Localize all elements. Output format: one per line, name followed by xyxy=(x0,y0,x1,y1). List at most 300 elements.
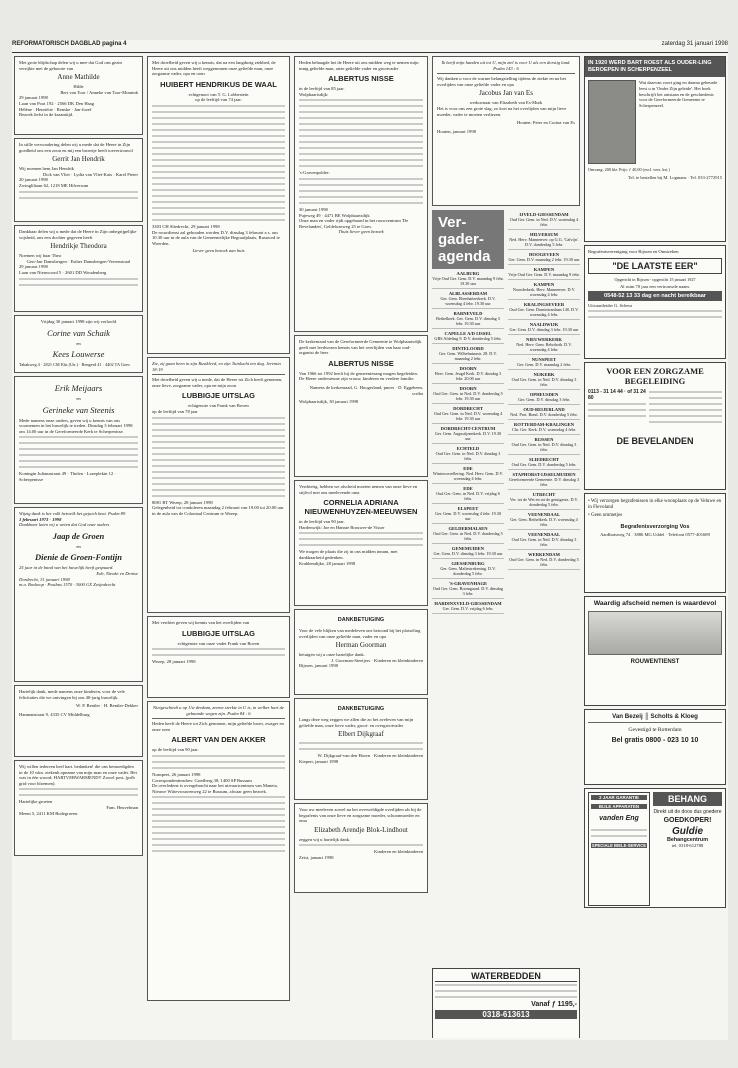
notice-signature: W. Dijkgraaf-van den Hoorn · Kinderen en kleinkinderen xyxy=(317,753,423,759)
agenda-place: KRALINGSEVEER xyxy=(523,302,565,307)
agenda-item xyxy=(508,435,580,455)
notice-name: Jacobus Jan van Es xyxy=(479,89,533,98)
notice-footer: Liever geen bezoek aan huis xyxy=(192,248,245,254)
agenda-text: Ger. Gem. D.V. vrijdag 6 febr. xyxy=(442,606,494,611)
notice-text: De rouwdienst zal gehouden worden D.V. dinsdag 3 februari a.s. om 10.30 uur in de aula van de Gemeentelijke Begraafplaats, Rustoord te Woerden. xyxy=(152,229,280,246)
engagement-notice xyxy=(14,315,143,373)
agenda-place: RIJSSEN xyxy=(534,437,554,442)
notice-address: Laan van Poot 192 · 2566 DK Den Haag xyxy=(19,100,95,106)
agenda-text: Chr. Ger. Kerk. D.V. woensdag 4 febr. xyxy=(512,427,576,432)
notice-date: 1 februari 1973 - 1998 xyxy=(19,516,62,522)
meeting-agenda xyxy=(432,210,580,970)
notice-address: Zwingliliaan 62, 1218 ME Hilversum xyxy=(19,182,89,188)
notice-text: Mede namens onze ouders, geven wij u kennis van ons voornemen in het huwelijk te treden. Dinsdag 3 februari 1998 om 14.00 uur in de Gereformeerde Kerk te Scherpenisse. xyxy=(19,417,133,434)
notice-sub: Wij noemen hem Jan Hendrik xyxy=(19,166,74,172)
notice-name: Elizabeth Arendje Blok-Lindhout xyxy=(314,825,408,834)
agenda-item xyxy=(432,329,504,344)
agenda-place: BARNEVELD xyxy=(453,311,483,316)
notice-verse: Ik heeft mijn handen uit tot U, mijn ziel is voor U als een dorstig land. Psalm 143 : 6 xyxy=(441,60,571,71)
agenda-text: Ned. Herv. Gem. Rehoboth. D.V. woensdag 4 febr. xyxy=(516,342,572,352)
ad-brand: vanden Eng xyxy=(599,815,639,822)
notice-age: op de leeftijd van 90 jaar. xyxy=(152,747,199,753)
agenda-item xyxy=(508,550,580,570)
header-left: REFORMATORISCH DAGBLAD pagina 4 xyxy=(12,41,127,47)
notice-greeting: Hartelijke groeten xyxy=(19,799,53,805)
notice-name: Elbert Dijkgraaf xyxy=(338,730,384,739)
column-4 xyxy=(432,56,580,1038)
funeral-ad-van-bezeij xyxy=(584,709,726,785)
agenda-item xyxy=(508,335,580,355)
agenda-place: CAPELLE A/D IJSSEL xyxy=(444,331,492,336)
agenda-item xyxy=(432,404,504,424)
agenda-text: Ger. Gem. Maliestrekening. D.V. donderdag 5 febr. xyxy=(440,566,496,576)
agenda-item xyxy=(508,370,580,390)
birth-notice-anne xyxy=(14,56,143,135)
ad-address: Aardbuisweg 74 · 3886 MG Uddel · Telefoon 0577-401689 xyxy=(600,531,710,537)
thanks-blok-lindhout xyxy=(294,803,428,893)
notice-text: Onze man en vader rijdt opgebaard in het rouwcentrum 'De Bevelanden', Geldelozeweg 25 te Goes. xyxy=(299,218,409,229)
agenda-text: Oud Ger. Gem. in Ned. D.V. vrijdag 6 febr. xyxy=(436,491,500,501)
agenda-list-left xyxy=(432,269,504,614)
ad-top: Begrafenisvereniging voor Rijssen en Omstreken xyxy=(588,249,679,254)
notice-name: CORNELIA ADRIANA NIEUWENHUYZEN-MEEUWSEN xyxy=(304,498,418,517)
notice-names: Fam. Heuvelman xyxy=(106,804,138,810)
agenda-text: Herv. Gem. Jeugd Kerk. D.V. dinsdag 3 febr. 20.00 uur xyxy=(434,371,502,381)
agenda-item xyxy=(432,544,504,559)
agenda-item xyxy=(432,464,504,484)
notice-sub: echtgenoot van T. G. Lobbestein xyxy=(188,91,249,97)
agenda-item xyxy=(432,484,504,504)
death-notice-nieuwenhuyzen xyxy=(294,480,428,606)
notice-intro: Met verdriet geven wij kennis van het overlijden van xyxy=(152,620,250,625)
agenda-place: DOORN xyxy=(459,386,477,391)
agenda-text: Vrije Oud Ger. Gem. D.V. maandag 9 febr. 19.30 uur xyxy=(432,276,504,286)
notice-date: Wezep, 28 januari 1998 xyxy=(152,659,196,665)
notice-children: Ede, Nienke en Denise xyxy=(96,570,138,576)
ad-text: Direkt uit de doos dus goedere xyxy=(653,809,722,815)
agenda-place: ALBLASSERDAM xyxy=(448,291,488,296)
notice-footer: Thuis liever geen bezoek xyxy=(338,229,384,235)
agenda-item xyxy=(432,344,504,364)
agenda-text: Vrije Oud Ger. Gem. D.V. maandag 9 febr. xyxy=(508,272,580,277)
notice-date: Krabbendijke, 28 januari 1998 xyxy=(299,560,356,566)
agenda-text: Ger. Gem. D.V. dinsdag 3 febr. xyxy=(518,397,570,402)
death-notice-nisse-family xyxy=(294,56,428,332)
notice-signature: Kinderen en kleinkinderen xyxy=(374,849,423,855)
agenda-item xyxy=(508,300,580,320)
agenda-text: Oud Ger. Gem. in Ned. D.V. donderdag 5 febr. xyxy=(509,557,579,567)
agenda-text: Ned. Herv. Mannenver. op G.G. 'Calvijn'. D.V. donderdag 5 febr. xyxy=(509,237,579,247)
notice-intro: Heden heeft de Heere tot Zich genomen, mijn geliefde broer, zwager en onze oom xyxy=(152,721,284,732)
ad-bullets xyxy=(588,499,722,520)
notice-verse: Wijzig dank is het volk hetwelk het gejuich kent. Psalm 89 xyxy=(19,511,126,516)
death-notice-de-waal xyxy=(147,56,290,354)
notice-address: Koningin Julianastraat 49 · Tholen · Lozeplekin 12 · Scherpenisse xyxy=(19,471,116,482)
agenda-text: Ned. Prot. Bond. D.V. donderdag 5 febr. xyxy=(510,412,578,417)
anniversary-notice xyxy=(14,507,143,682)
agenda-place: NIJKERK xyxy=(533,372,555,377)
agenda-place: UTRECHT xyxy=(532,492,556,497)
notice-name: HUIBERT HENDRIKUS DE WAAL xyxy=(160,79,277,89)
notice-address: Pujeweg 49 · 4471 BE Wolphaartsdijk xyxy=(299,212,370,218)
agenda-text: Oud Ger. Gem. in Ned. D.V. dinsdag 3 febr. xyxy=(511,377,577,387)
agenda-place: OPHEUSDEN xyxy=(529,392,559,397)
notice-name: Herman Goorman xyxy=(335,641,387,650)
notice-text: Het is voor ons een grote slag, zo kort na het overlijden van mijn lieve moeder, vader te moeten verliezen. xyxy=(437,105,567,117)
agenda-text: Ger. Gem. D.V. dinsdag 3 febr. 19.30 uur xyxy=(509,327,579,332)
ad-mid: BIJLE APPARATEN xyxy=(591,804,647,809)
agenda-text: Ger. Gem. Augustijnenkerk. D.V. 19.30 uur xyxy=(434,431,502,441)
ad-brand: Van Bezeij ║ Scholts & Kloeg xyxy=(612,713,698,720)
agenda-text: Ger. Gem. D.V. dinsdag 3 febr. 19.30 uur xyxy=(433,551,503,556)
notice-date: Houten, januari 1998 xyxy=(437,128,476,134)
agenda-place: NAALDWIJK xyxy=(529,322,559,327)
notice-name: LUBBIGJE UITSLAG xyxy=(182,628,255,638)
agenda-text: Oud Ger. Gem. in Ned. D.V. donderdag 5 febr. xyxy=(433,531,503,541)
ad-brand: Guldie xyxy=(671,826,704,837)
thanks-notice-bentler xyxy=(14,685,143,757)
notice-text: betuigen wij u onze hartelijke dank. xyxy=(299,652,365,658)
notice-intro: In stille verwondering delen wij u mede dat de Heere in Zijn goedheid ons een zoon en mij een broertje heeft toevertrouwd xyxy=(19,142,133,153)
thanks-goorman xyxy=(294,609,428,695)
notice-text: Hartelijk dank, mede namens onze kinderen, voor de vele felicitaties die we ontvingen bij ons 40-jarig huwelijk. xyxy=(19,689,125,700)
notice-date: Kiepert, januari 1998 xyxy=(299,758,339,764)
agenda-text: Ger. Gem. D.V. maandag 2 febr. xyxy=(517,362,571,367)
ad-caption: Omvang: 200 blz. Prijs: ƒ 40,00 (excl. verz. kst.) xyxy=(588,167,670,172)
column-2 xyxy=(147,56,290,1038)
notice-title: DANKBETUIGING xyxy=(337,706,385,712)
notice-note: Bezoek liefst in de kraamtijd. xyxy=(19,112,74,118)
notice-name: Dienie de Groen-Fontijn xyxy=(35,552,122,563)
notice-text: Dankbaar laten wij u weten dat God onze ouders xyxy=(19,522,110,528)
agenda-text: Oud Ger. Gem. in Ned. D.V. dinsdag 3 febr. xyxy=(511,537,577,547)
funeral-ad-de-laatste-eer xyxy=(584,245,726,359)
agenda-item xyxy=(508,470,580,490)
ad-bullet: • Geen ommetjes xyxy=(588,513,623,519)
agenda-item xyxy=(432,289,504,309)
portrait-photo xyxy=(588,80,636,164)
notice-date: Nunspeet, 26 januari 1998 xyxy=(152,771,201,777)
notice-text: Van 1966 tot 1992 heeft hij de gemeentezang mogen begeleiden. De Heere ondersteune zijn vrouw, kinderen en verdere familie. xyxy=(299,370,418,382)
notice-intro: Wij danken u voor de warme belangstelling tijdens de ziekte en na het overlijden van onze geliefde vader en opa xyxy=(437,76,566,87)
agenda-place: NIEUWERKERK xyxy=(526,337,562,342)
agenda-place: KAMPEN xyxy=(533,282,555,287)
ad-footer: SPECIALE BIELE-SERVICE xyxy=(591,843,647,848)
marriage-notice xyxy=(14,376,143,504)
agenda-item xyxy=(508,420,580,435)
notice-parents: Bert van Toor / Anneke van Toor-Momink xyxy=(60,89,138,95)
notice-name: Jaap de Groen xyxy=(52,530,105,541)
agenda-place: GENEMUIDEN xyxy=(451,546,485,551)
agenda-text: Oud Ger. Gem. in Ned. D.V. dinsdag 3 febr. xyxy=(435,451,501,461)
notice-and: en xyxy=(76,340,81,346)
notice-date: 29 januari 1998 xyxy=(19,264,48,270)
agenda-place: KAMPEN xyxy=(533,267,555,272)
agenda-place: STAPHORST-IJSSELMUIDEN xyxy=(512,472,576,477)
notice-signature: Namens de kerkenraad, G. Hoogerland, pnoes · D. Eggebeen, scriba xyxy=(309,384,423,396)
notice-signature: Houten: Peter en Corina van Es xyxy=(516,120,575,126)
agenda-place: ROTTERDAM-KRALINGEN xyxy=(513,422,575,427)
notice-date: Wolphaartsdijk, 30 januari 1998 xyxy=(299,399,359,405)
agenda-text: Ver. tot de Wet en tot de getuigenis. D.V. donderdag 5 febr. xyxy=(509,497,579,507)
birth-notice-hendrikje xyxy=(14,225,143,312)
notice-and: en xyxy=(76,396,81,401)
agenda-item xyxy=(508,530,580,550)
agenda-item xyxy=(508,405,580,420)
ad-sub: Gevestigd te Rotterdam xyxy=(628,727,682,733)
ad-top: 2 JAAR GARANTIE xyxy=(591,795,647,800)
notice-title: DANKBETUIGING xyxy=(337,617,385,623)
notice-parents: Dick van Vliet · Lydia van Vliet-Kats · Karel Pieter xyxy=(42,171,138,177)
death-notice-nisse-church xyxy=(294,335,428,477)
agenda-place: DINTELOORD xyxy=(452,346,484,351)
waterbed-ad xyxy=(432,968,580,1038)
agenda-place: VEENENDAAL xyxy=(527,532,561,537)
notice-intro: Vrijdag 30 januari 1998 zijn wij verloofd xyxy=(40,319,117,324)
notice-text: Voor uw meeleven zowel na het overweldigde overlijden als bij de begrafenis van onze lieve en zorgzame moeder, schoonmoeder en oma xyxy=(299,807,422,824)
column-1 xyxy=(14,56,143,1038)
ad-title: BEHANG xyxy=(653,792,722,806)
notice-sub: Hilde xyxy=(73,84,84,90)
ad-order: Tel. te bestellen bij M. Logmans · Tel. 033-2772915 xyxy=(628,175,722,180)
agenda-item xyxy=(508,250,580,265)
agenda-item xyxy=(508,265,580,280)
agenda-item xyxy=(432,504,504,524)
agenda-text: Bethelkerk. Ger. Gem. D.V. dinsdag 3 febr. 19.30 uur xyxy=(436,316,500,326)
death-notice-uitslag-1 xyxy=(147,357,290,613)
agenda-title: Ver-gader-agenda xyxy=(432,210,504,269)
thanks-dijkgraaf xyxy=(294,698,428,800)
agenda-item xyxy=(508,280,580,300)
ad-phone: 0548-52 13 33 dag en nacht bereikbaar xyxy=(588,291,722,301)
notice-age: op de leeftijd van 78 jaar xyxy=(152,408,198,414)
agenda-text: Ger. Gem. D.V. woensdag 4 febr. 19.30 uur xyxy=(435,511,501,521)
agenda-text: Ger. Gem. Bethelkerk. D.V. woensdag 4 febr. xyxy=(510,517,578,527)
ad-title: Begrafenisverzorging Vos xyxy=(620,523,690,530)
notice-date: Dordrecht, 31 januari 1998 xyxy=(19,576,70,582)
ad-title: "DE LAATSTE EER" xyxy=(588,258,722,274)
ad-price: Vanaf ƒ 1195,- xyxy=(531,1001,577,1008)
notice-date: 3303 CH Sliedrecht, 29 januari 1998 xyxy=(152,223,220,229)
notice-verse: Zie, zij gaan heen in zijn Rustkleed, en zijn Tuinlucht ten dag. Jeremia 18:19 xyxy=(152,361,281,372)
notice-intro: Heden behaagde het de Heere uit ons midden weg te nemen mijn innig geliefde man, onze geliefde vader en grootvader xyxy=(299,60,419,71)
notice-intro: Met droefheid geven wij u kennis, dat na een langdurig ziekbed, de Heere uit ons midden heeft weggenomen onze geliefde man, onze zorgzame vader, opa en oom xyxy=(152,60,276,77)
death-notice-uitslag-2 xyxy=(147,616,290,698)
ad-bullet: • Wij verzorgen begrafenissen in elke woonplaats op de Veluwe en in Flevoland xyxy=(588,499,722,511)
agenda-item xyxy=(508,390,580,405)
death-notice-van-den-akker xyxy=(147,701,290,1001)
notice-place: Hardenwijk: Joe en Hannie Brouwer-de Visser xyxy=(299,524,385,530)
ad-text: Al ruim 70 jaar een vertrouwde naam. xyxy=(619,283,691,289)
notice-name: ALBERTUS NISSE xyxy=(328,74,394,84)
thanks-van-es xyxy=(432,56,580,206)
agenda-text: Ger. Gem. Ebenhaëzerkerk. D.V. woensdag 4 febr. 19.30 uur xyxy=(440,296,496,306)
funeral-ad-rouwentienst xyxy=(584,596,726,706)
agenda-item xyxy=(508,510,580,530)
agenda-text: Noorderkerk. Herv. Mannenver. D.V. woensdag 4 febr. xyxy=(512,287,576,297)
notice-siblings: Hélène · Henriëtte · Renske · Jan-Jozef xyxy=(19,106,92,112)
agenda-item xyxy=(432,524,504,544)
notice-place: 's-Gravenpolder: xyxy=(299,170,330,176)
ad-headline: GOEDKOPER! xyxy=(663,817,712,824)
agenda-place: ECHTELD xyxy=(456,446,480,451)
notice-address: m.a. Boskoop · Postbus 1570 · 3000 GX Zwijndrecht xyxy=(19,582,116,588)
agenda-item xyxy=(508,210,580,230)
ad-text: Wat daarvan voort ging en daarna gebeurde leest u in 'Onder Zijn geleide'. Het boek beschrijft het ontstaan en de geschiedenis voor de Gereformeerde Gemeente te Scherpenzeel. xyxy=(639,80,718,109)
notice-text: Langs deze weg zeggen we allen die zo het aveleven van mijn geliefde man, onze lieve vader, groot- en overgrootvader xyxy=(299,717,414,728)
ad-phone: Bel gratis 0800 - 023 10 10 xyxy=(611,737,699,744)
notice-date: 29 januari 1998 xyxy=(19,95,48,101)
agenda-place: 'S-GRAVENHAGE xyxy=(448,581,488,586)
agenda-place: DORDRECHT-CENTRUM xyxy=(440,426,496,431)
notice-text: We mogen de plaats die zij in ons midden innam, met dankbaarheid gedenken. xyxy=(299,549,398,560)
agenda-text: Oud Ger. Gem. D.V. donderdag 5 febr. xyxy=(511,462,577,467)
notice-name: Anne Mathilde xyxy=(57,73,100,82)
notice-sub: Noemen wij haar Thea xyxy=(19,253,61,259)
notice-address: Hanmanstraat 9, 4335 CV Middelburg xyxy=(19,711,90,717)
ad-title: WATERBEDDEN xyxy=(435,971,577,982)
notice-name: Gerrit Jan Hendrik xyxy=(52,155,105,164)
notice-sub: echtgenote van Frank van Boven xyxy=(188,403,249,409)
notice-address: Laan van Nieuwoord 5 · 2601 DD Woudenberg xyxy=(19,269,107,275)
notice-date: 20 januari 1998 xyxy=(19,177,48,183)
book-ad xyxy=(584,56,726,242)
agenda-item xyxy=(432,559,504,579)
notice-date: 30 januari 1998 xyxy=(299,206,328,212)
notice-text: De overledene is overgebracht naar het uitvaartcentrum van Maneta, Nieuwe Wittevrouwenweg 22 te Bussum, alwaar geen bezoek. xyxy=(152,783,278,794)
agenda-place: DOORN xyxy=(459,366,477,371)
column-5 xyxy=(584,56,726,1038)
agenda-text: Ger. Gem. D.V. maandag 2 febr. 19.30 uur xyxy=(508,257,580,262)
agenda-text: Oud Ger. Gem. in Ned. D.V. dinsdag 3 febr. xyxy=(511,442,577,452)
agenda-item xyxy=(432,444,504,464)
agenda-item xyxy=(508,490,580,510)
notice-text: 25 jaar in de band van het huwelijk heeft gespaard. xyxy=(19,565,114,571)
agenda-place: OUD-BEIJERLAND xyxy=(523,407,565,412)
notice-sub: weduwnaar van Elizabeth van Es-Murk xyxy=(469,100,543,106)
funeral-ad-vos xyxy=(584,493,726,593)
notice-text: zeggen wij u hartelijk dank. xyxy=(299,836,351,842)
agenda-item xyxy=(508,455,580,470)
notice-text: Voor de vele blijken van medeleven ons betoond bij het plotseling overlijden van onze geliefde man, vader en opa xyxy=(299,628,421,639)
ad-title: Waardig afscheid nemen is waardevol xyxy=(593,600,717,607)
notice-intro: Verdrietig, hebben we afscheid moeten nemen van onze lieve en stijlvol met ons meelevende oma xyxy=(299,484,418,495)
notice-age: in de leeftijd van 90 jaar. xyxy=(299,519,345,525)
agenda-text: Oud Ger. Gem. in Ned. D.V. donderdag 5 febr. 19.30 uur xyxy=(433,391,503,401)
agenda-item xyxy=(508,320,580,335)
ad-phone: 0318-613613 xyxy=(435,1010,577,1019)
agenda-text: Wintercorrellering. Ned. Herv. Gem. D.V. woensdag 4 febr. xyxy=(432,471,504,481)
column-3 xyxy=(294,56,428,1038)
notice-date: 8081 BT Wezep, 28 januari 1998 xyxy=(152,499,213,505)
agenda-list-right xyxy=(508,210,580,570)
van-den-eng-ad xyxy=(588,792,650,906)
agenda-item xyxy=(508,230,580,250)
agenda-place: GELDERMALSEN xyxy=(448,526,488,531)
notice-text: Gelegenheid tot condoleren maandag 2 februari van 19.00 tot 20.00 uur in de aula van de Coloniaal Centrum te Wezep. xyxy=(152,505,284,516)
agenda-text: Oud Ger. Gem. Dominicanlaan 140. D.V. woensdag 4 febr. xyxy=(509,307,579,317)
notice-name: ALBERTUS NISSE xyxy=(328,358,394,368)
agenda-place: HARDINXVELD-GIESSENDAM xyxy=(434,601,502,606)
funeral-ad-de-bevelanden xyxy=(584,362,726,490)
notice-names: W. P. Bentler · H. Bentler-Dekker xyxy=(76,703,138,709)
birth-notice-gerrit xyxy=(14,138,143,222)
notice-date: Bijssen, januari 1998 xyxy=(299,663,338,669)
notice-verse: Nietgeschiedt u op Uw denkam, zeeme sterkte in U is, in welker hart de gebaande wegen zijn. Psalm 84 : 6 xyxy=(152,705,285,716)
agenda-item xyxy=(508,355,580,370)
notice-age: op de leeftijd van 74 jaar. xyxy=(195,97,242,103)
notice-name: Gerineke van Steenis xyxy=(42,404,115,415)
page-header xyxy=(12,40,728,53)
ad-phone: 0113 - 31 14 44 · of 31 24 80 xyxy=(588,389,646,401)
notice-address: Meent 5, 2411 KM Bodegraven xyxy=(19,810,78,816)
agenda-text: Gereformeerde Gemeente. D.V. dinsdag 3 febr. xyxy=(508,477,580,487)
agenda-item xyxy=(432,579,504,599)
agenda-text: Ger. Gem. Wilhelminastr. 28. D.V. maandag 2 febr. xyxy=(439,351,497,361)
agenda-item xyxy=(432,424,504,444)
agenda-place: EDE xyxy=(463,486,473,491)
agenda-place: IJVELD-GIESSENDAM xyxy=(519,212,569,217)
ad-title: VOOR EEN ZORGZAME BEGELEIDING xyxy=(606,366,704,386)
ad-title: IN 1920 WERD BART ROEST ALS OUDER-LING BEROEPEN IN SCHERPENZEEL xyxy=(585,57,725,77)
notice-and: en xyxy=(76,543,81,549)
notice-address: Correspondentieadres: Goedberg 38, 1400 SP Bussum xyxy=(152,777,252,783)
notice-intro: De kerkenraad van de Gereformeerde Gemeente te Wolphaartsdijk geeft met leedwezen kennis van het overlijden van haar oud-organist de heer xyxy=(299,339,422,356)
notice-name: Hendrikje Theodora xyxy=(50,242,107,251)
ad-illustration xyxy=(588,611,722,655)
agenda-item xyxy=(432,309,504,329)
behang-ad xyxy=(584,788,726,908)
ad-brand: DE BEVELANDEN xyxy=(616,436,694,446)
notice-intro: Dankbaar delen wij u mede dat de Heere in Zijn onbegrijpelijke wijsheid, ons een dochter gegeven heeft xyxy=(19,229,137,240)
ad-sub: Behangcentrum xyxy=(666,837,709,843)
agenda-text: Oud Ger. Gem. in Ned. D.V. woensdag 4 febr. xyxy=(509,217,579,227)
agenda-place: DORDRECHT xyxy=(453,406,483,411)
notice-name: Kees Louwerse xyxy=(52,349,105,360)
notice-signature: J. Goorman-Steeijers · Kinderen en kleinkinderen xyxy=(331,657,423,663)
agenda-text: Oud Ger. Gem. in Ned. D.V. woensdag 4 febr. 19.30 uur xyxy=(433,411,503,421)
notice-intro: Met droefheid geven wij u mede, dat de Heere tot Zich heeft genomen, onze lieve, zorgzame vader, opa en mijn zoon xyxy=(152,377,283,388)
agenda-item xyxy=(432,269,504,289)
notice-address: Tabakweg 4 · 2821 CM Elst (Utr.) · Rengerd 41 · 4402 TA Goes xyxy=(19,362,130,368)
notice-age: in de leeftijd van 85 jaar. xyxy=(299,86,345,92)
agenda-place: WERKENDAM xyxy=(528,552,560,557)
agenda-place: VEENENDAAL xyxy=(527,512,561,517)
agenda-place: SLIEDRECHT xyxy=(528,457,560,462)
notice-intro: Met grote blijdschap delen wij u mee dat God ons gezin verrijkte met de geboorte van xyxy=(19,60,122,71)
agenda-place: EDE xyxy=(463,466,473,471)
notice-sub: echtgenote van onze vader Frank van Boven xyxy=(177,640,260,646)
notice-name: Erik Meijaars xyxy=(54,383,103,393)
notice-date: Zeist, januari 1998 xyxy=(299,854,334,860)
agenda-place: HILVERSUM xyxy=(530,232,558,237)
ad-phone: tel. 0318-612788 xyxy=(671,843,704,848)
notice-parents: Gert-Jan Damsbergen · Esther Damsbergen-Verrenstraal xyxy=(26,258,131,264)
agenda-item xyxy=(432,599,504,614)
agenda-text: GBS Afdeling 9. D.V. donderdag 5 febr. xyxy=(434,336,502,341)
agenda-place: AALBURG xyxy=(456,271,480,276)
ad-brand: ROUWENTIENST xyxy=(630,659,680,665)
thanks-notice-heuvelman xyxy=(14,760,143,856)
agenda-place: NUNSPEET xyxy=(531,357,557,362)
notice-name: ALBERT VAN DEN AKKER xyxy=(171,735,266,745)
notice-place: Wolphaartsdijk: xyxy=(299,91,329,97)
notice-name: LUBBIGJE UITSLAG xyxy=(182,391,255,401)
agenda-item xyxy=(432,384,504,404)
agenda-text: Oud Ger. Gem. Boomgaard. D.V. dinsdag 3 febr. xyxy=(433,586,503,596)
agenda-place: HOOGEVEEN xyxy=(528,252,560,257)
agenda-item xyxy=(432,364,504,384)
